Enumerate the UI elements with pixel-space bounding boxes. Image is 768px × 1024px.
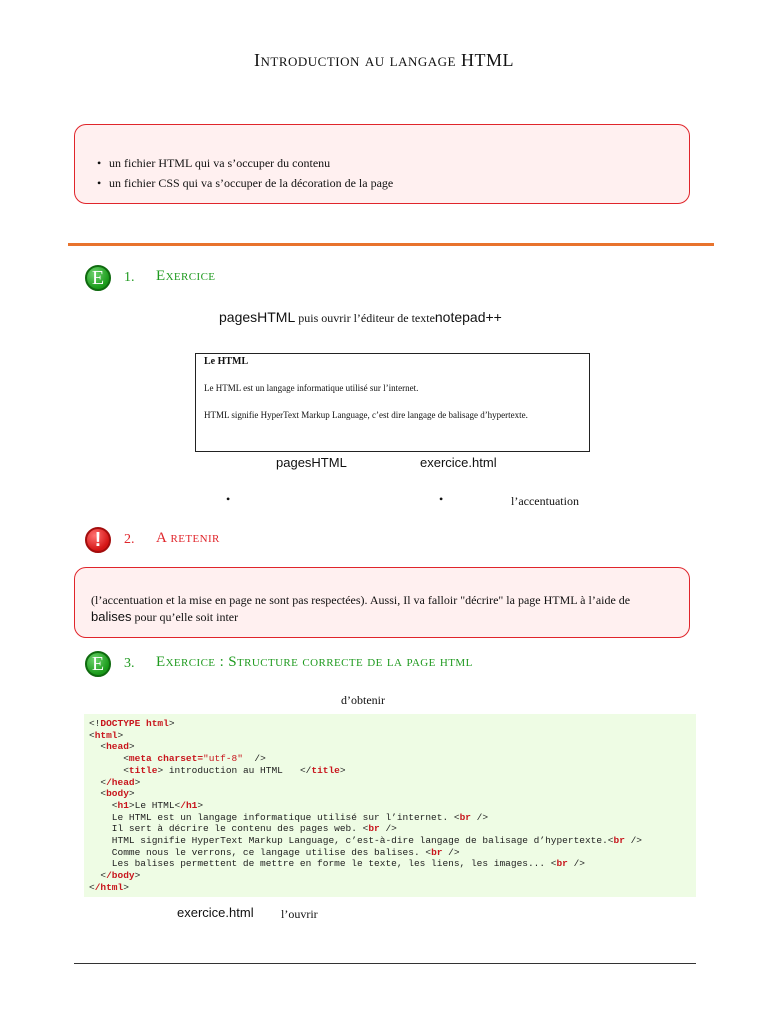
list-item: • un fichier HTML qui va s’occuper du contenu bbox=[97, 153, 393, 173]
preview-line: Le HTML est un langage informatique utilisé sur l’internet. bbox=[204, 383, 419, 393]
section-divider bbox=[68, 243, 714, 246]
section3-intro: d’obtenir bbox=[341, 693, 385, 707]
intro-bullet-list bbox=[97, 153, 393, 193]
preview-heading: Le HTML bbox=[204, 356, 249, 367]
intro-callout-box bbox=[74, 124, 690, 204]
html-preview-frame bbox=[195, 353, 590, 452]
file-label: exercice.html bbox=[177, 905, 254, 920]
code-line: <body> bbox=[89, 788, 135, 800]
instruction-text: puis ouvrir l’éditeur de texte bbox=[295, 311, 435, 325]
code-line: <meta charset="utf-8" /> bbox=[89, 753, 266, 765]
bullet-marker: • bbox=[439, 492, 444, 506]
code-line: Il sert à décrire le contenu des pages web. <br /> bbox=[89, 823, 397, 835]
keyword-balises: balises bbox=[91, 609, 132, 624]
editor-name: notepad++ bbox=[434, 309, 502, 325]
list-item: • un fichier CSS qui va s’occuper de la décoration de la page bbox=[97, 173, 393, 193]
code-line: <h1>Le HTML</h1> bbox=[89, 799, 204, 811]
folder-name: pagesHTML bbox=[219, 309, 296, 325]
section1-instruction bbox=[219, 309, 502, 326]
accent-text: l’accentuation bbox=[511, 494, 579, 508]
code-line: <!DOCTYPE html> bbox=[89, 718, 175, 729]
code-line: Les balises permettent de mettre en forme le texte, les liens, les images... <br /> bbox=[89, 858, 585, 870]
folder-label: pagesHTML bbox=[276, 455, 347, 470]
code-line: HTML signifie HyperText Markup Language, c’est-à-dire langage de balisage d’hypertexte.<br /> bbox=[89, 835, 643, 847]
reminder-line bbox=[91, 609, 238, 625]
reminder-text: pour qu’elle soit inter bbox=[131, 610, 239, 624]
section3-number: 3. bbox=[124, 656, 135, 671]
code-listing bbox=[84, 714, 696, 897]
reminder-callout-box bbox=[74, 567, 690, 638]
section1-number: 1. bbox=[124, 270, 135, 285]
open-text: l’ouvrir bbox=[281, 907, 318, 921]
exercise-icon: E bbox=[85, 265, 111, 291]
code-line: Comme nous le verrons, ce langage utilise des balises. <br /> bbox=[89, 846, 460, 858]
document-title: Introduction au langage HTML bbox=[254, 50, 514, 70]
warning-icon: ! bbox=[85, 527, 111, 553]
file-label: exercice.html bbox=[420, 455, 497, 470]
bullet-marker: • bbox=[226, 492, 231, 506]
code-line: <head> bbox=[89, 741, 135, 753]
exercise-icon: E bbox=[85, 651, 111, 677]
code-line: </head> bbox=[89, 776, 141, 788]
code-line: </html> bbox=[89, 881, 129, 893]
section1-title: Exercice bbox=[156, 268, 216, 284]
section2-title: A retenir bbox=[156, 530, 220, 546]
code-line: Le HTML est un langage informatique utilisé sur l’internet. <br /> bbox=[89, 811, 489, 823]
section2-number: 2. bbox=[124, 532, 135, 547]
footer-divider bbox=[74, 963, 696, 964]
code-line: <title> introduction au HTML </title> bbox=[89, 764, 346, 776]
reminder-line: (l’accentuation et la mise en page ne sont pas respectées). Aussi, Il va falloir "décrire" la page HTML à l’aide de bbox=[91, 593, 631, 607]
code-line: <html> bbox=[89, 729, 124, 741]
preview-line: HTML signifie HyperText Markup Language, c’est dire langage de balisage d’hypertexte. bbox=[204, 410, 528, 420]
section3-title: Exercice : Structure correcte de la page html bbox=[156, 654, 473, 670]
code-line: </body> bbox=[89, 870, 141, 882]
